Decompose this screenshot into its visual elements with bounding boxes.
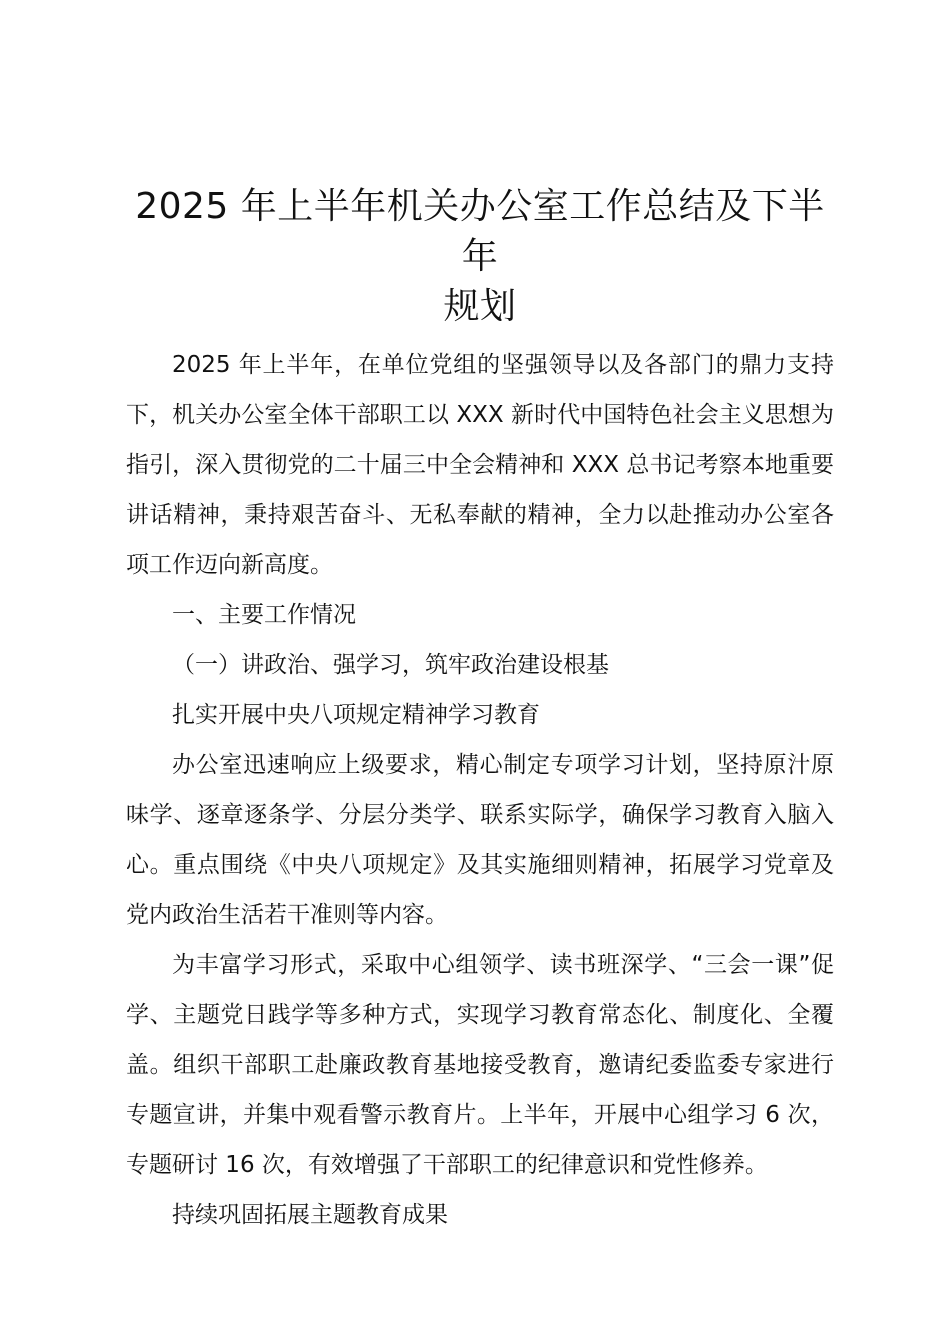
section-heading: 一、主要工作情况: [172, 602, 356, 628]
document-title: [126, 182, 834, 332]
title-line-1: 2025 年上半年机关办公室工作总结及下半年: [135, 186, 825, 277]
intro-paragraph: 2025 年上半年，在单位党组的坚强领导以及各部门的鼎力支持下，机关办公室全体干部职工以 XXX 新时代中国特色社会主义思想为指引，深入贯彻党的二十届三中全会精神和 XXX 总书记考察本地重要讲话精神，秉持艰苦奋斗、无私奉献的精神，全力以赴推动办公室各项工作迈向新高度。: [126, 352, 834, 578]
topic-heading: 扎实开展中央八项规定精神学习教育: [172, 702, 540, 728]
document-body: [126, 340, 834, 1240]
title-line-2: 规划: [443, 286, 517, 327]
body-paragraph: 为丰富学习形式，采取中心组领学、读书班深学、“三会一课”促学、主题党日践学等多种方式，实现学习教育常态化、制度化、全覆盖。组织干部职工赴廉政教育基地接受教育，邀请纪委监委专家进行专题宣讲，并集中观看警示教育片。上半年，开展中心组学习 6 次，专题研讨 16 次，有效增强了干部职工的纪律意识和党性修养。: [126, 952, 834, 1178]
subsection-heading: （一）讲政治、强学习，筑牢政治建设根基: [172, 652, 609, 678]
body-paragraph: 办公室迅速响应上级要求，精心制定专项学习计划，坚持原汁原味学、逐章逐条学、分层分类学、联系实际学，确保学习教育入脑入心。重点围绕《中央八项规定》及其实施细则精神，拓展学习党章及党内政治生活若干准则等内容。: [126, 752, 834, 928]
topic-heading: 持续巩固拓展主题教育成果: [172, 1202, 448, 1228]
document-page: [126, 182, 834, 1240]
